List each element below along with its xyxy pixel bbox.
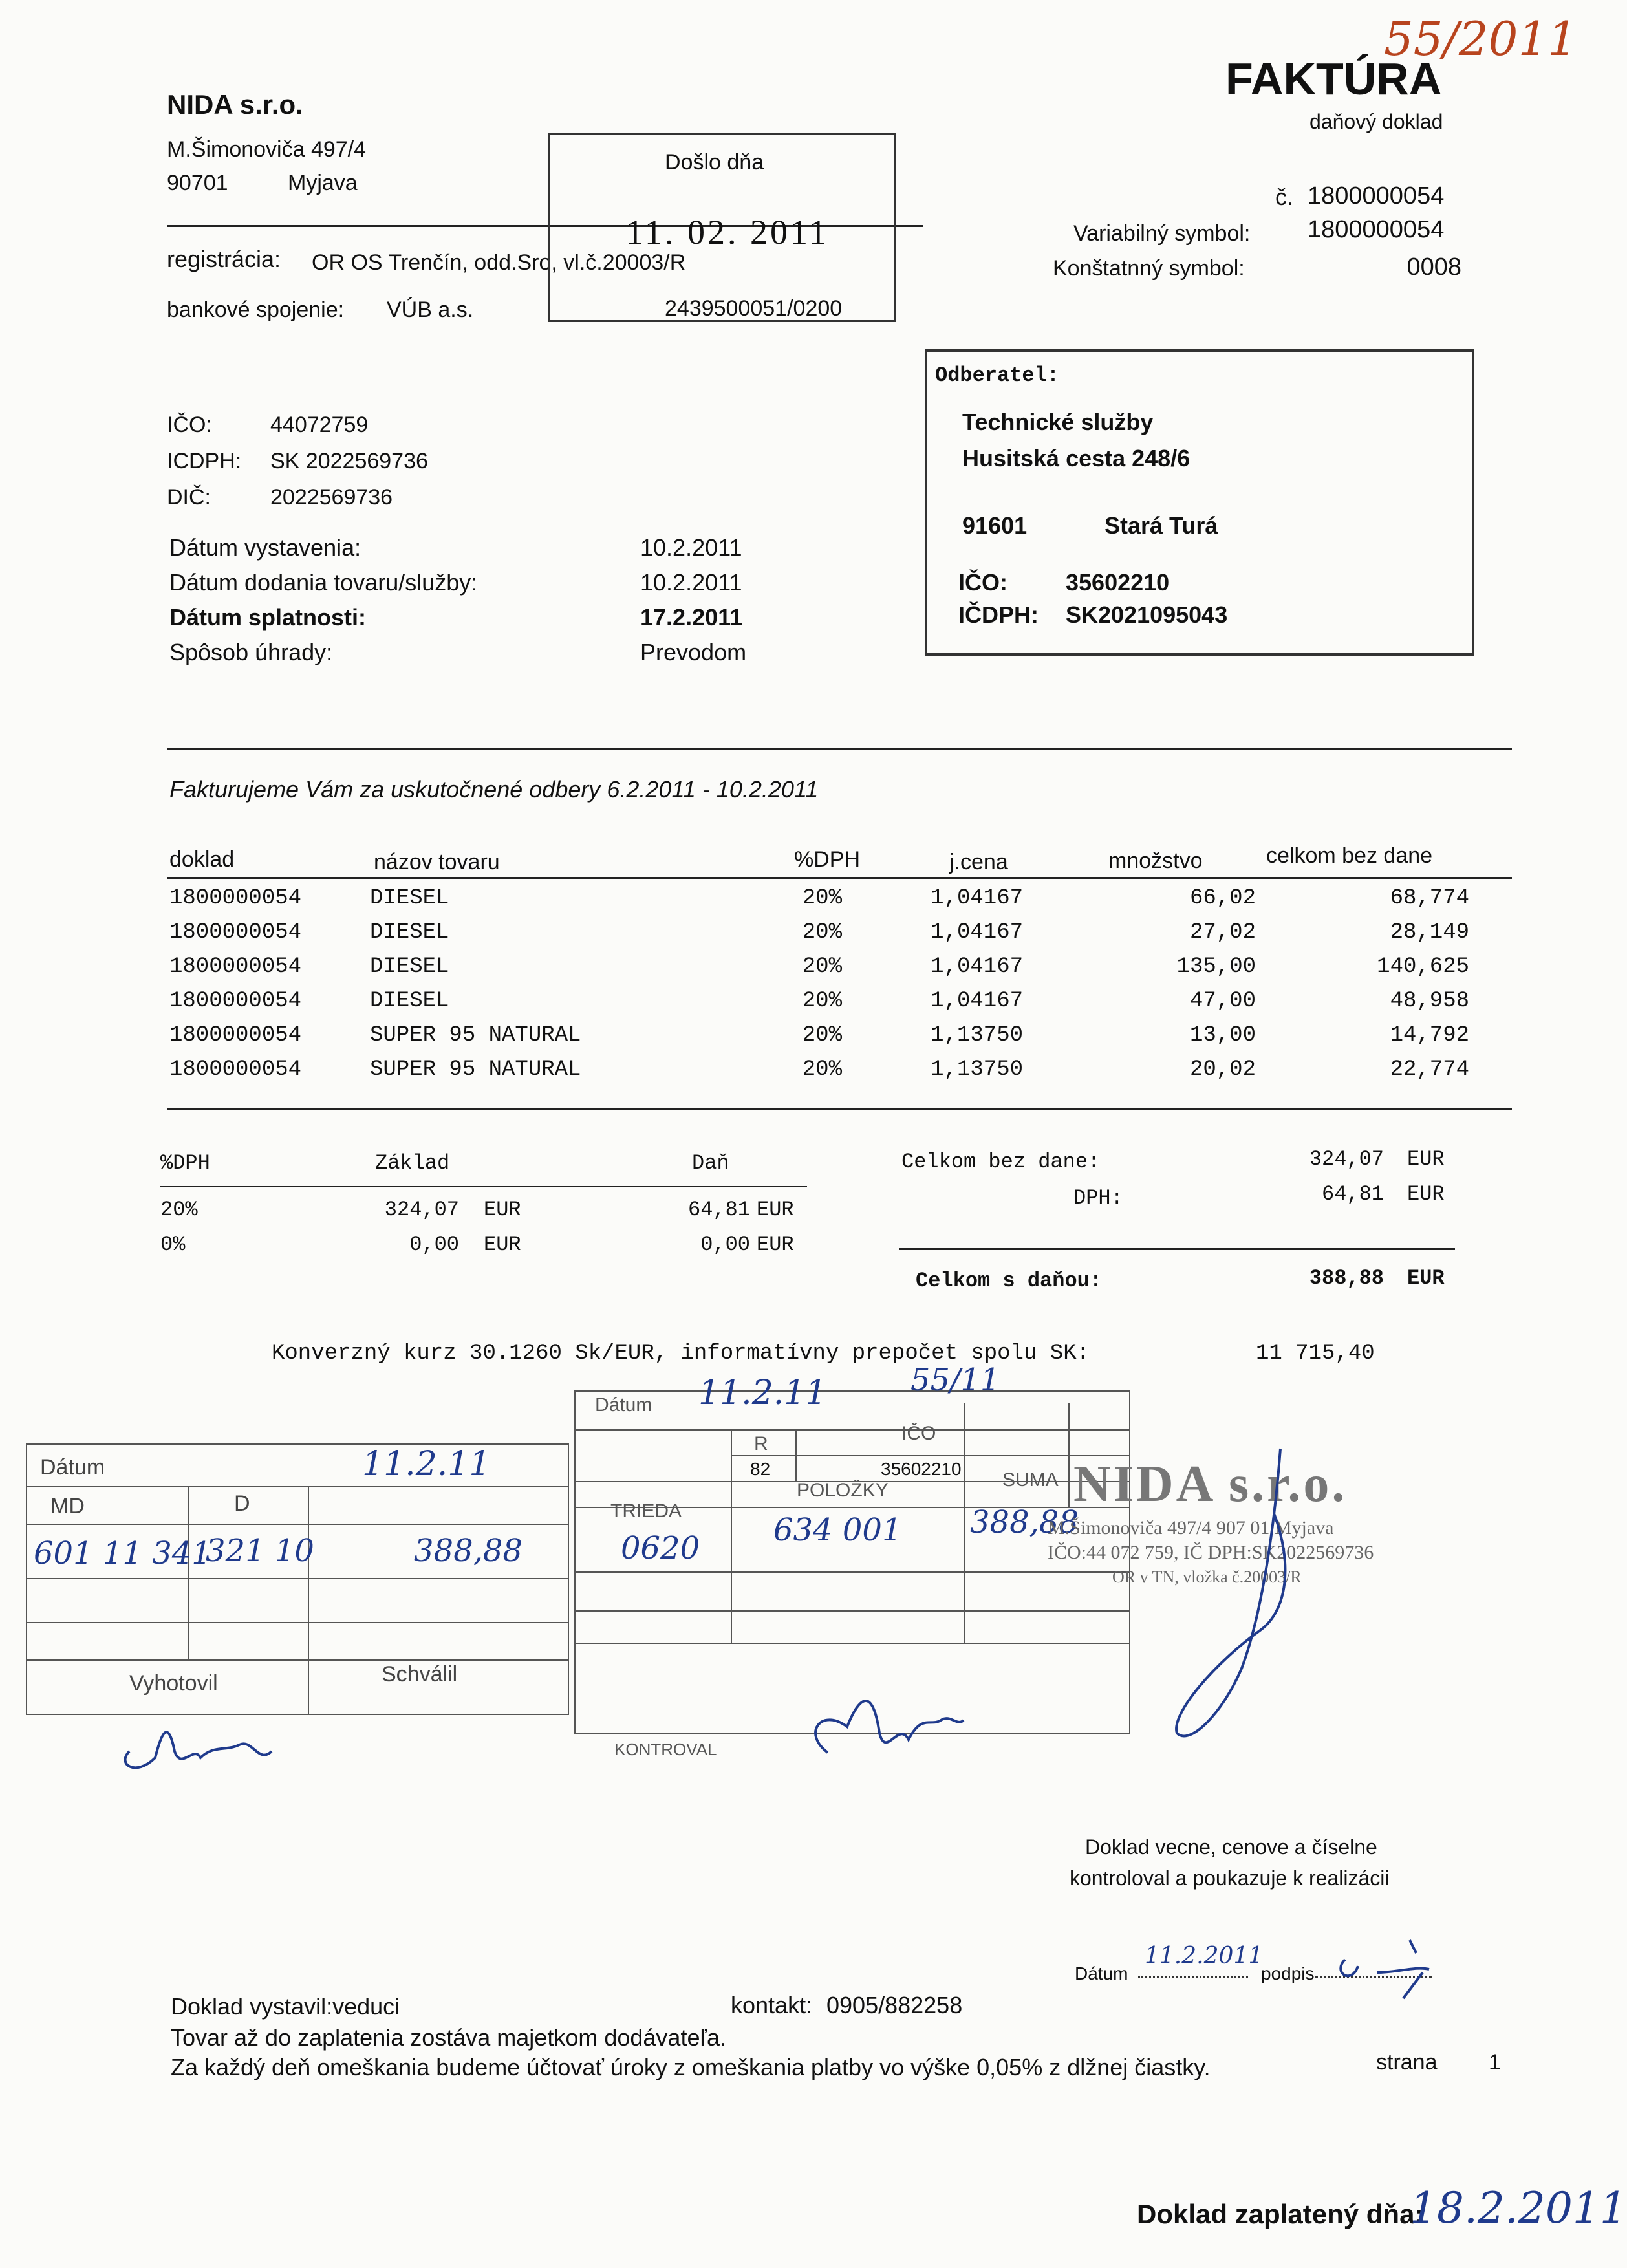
interest-note: Za každý deň omeškania budeme účtovať úroky z omeškania platby vo výške 0,05% z dlžnej čiastky. xyxy=(171,2054,1211,2080)
vat-cell: EUR xyxy=(757,1233,794,1257)
table-cell: 66,02 xyxy=(1189,886,1256,911)
issue-date: 10.2.2011 xyxy=(640,534,742,561)
table-cell: 1800000054 xyxy=(169,989,302,1013)
vat-cell: EUR xyxy=(484,1233,521,1257)
table-cell: 20% xyxy=(802,1023,842,1048)
total-net: 324,07 xyxy=(1309,1147,1384,1171)
payment-method-label: Spôsob úhrady: xyxy=(169,639,333,665)
issue-date-label: Dátum vystavenia: xyxy=(169,534,361,561)
vat-cell: EUR xyxy=(757,1198,794,1222)
supplier-zip: 90701 xyxy=(167,171,228,195)
table-cell: 1800000054 xyxy=(169,1023,302,1048)
items-bottom-rule xyxy=(167,1108,1512,1110)
verification-dotted-line xyxy=(1138,1976,1248,1978)
table-cell: 48,958 xyxy=(1390,989,1469,1013)
table-cell: 140,625 xyxy=(1377,955,1469,979)
customer-ico: 35602210 xyxy=(1066,569,1170,596)
budget-item-label: POLOŽKY xyxy=(797,1480,889,1501)
handwritten-invoice-number: 55/2011 xyxy=(1384,12,1578,66)
dic-label: DIČ: xyxy=(167,485,211,510)
table-cell: 1,04167 xyxy=(931,920,1023,945)
vat-cell: 0,00 xyxy=(409,1233,459,1257)
verification-line2: kontroloval a poukazuje k realizácii xyxy=(1070,1866,1390,1890)
prepared-signature xyxy=(110,1706,278,1784)
col-header-doc: doklad xyxy=(169,847,235,872)
budget-class-label: TRIEDA xyxy=(610,1500,682,1522)
company-stamp-line3: OR v TN, vložka č.20003/R xyxy=(1112,1568,1302,1586)
invoice-title: FAKTÚRA xyxy=(1225,54,1442,104)
table-cell: 20% xyxy=(802,920,842,945)
budget-ico-label: IČO xyxy=(901,1423,936,1444)
totals-rule xyxy=(899,1248,1455,1250)
table-cell: 20% xyxy=(802,989,842,1013)
vat-header-rule xyxy=(160,1186,807,1187)
table-cell: DIESEL xyxy=(370,886,449,911)
company-stamp-line2: IČO:44 072 759, IČ DPH:SK2022569736 xyxy=(1048,1542,1374,1563)
delivery-date: 10.2.2011 xyxy=(640,569,742,596)
dic-value: 2022569736 xyxy=(270,485,393,510)
supplier-street: M.Šimonoviča 497/4 xyxy=(167,137,367,162)
accounting-col-d: D xyxy=(234,1491,250,1516)
accounting-date-hand: 11.2.11 xyxy=(362,1445,491,1484)
delivery-date-label: Dátum dodania tovaru/služby: xyxy=(169,569,478,596)
ico-label: IČO: xyxy=(167,413,212,437)
table-cell: 1,04167 xyxy=(931,886,1023,911)
director-signature xyxy=(1164,1436,1306,1759)
table-cell: 47,00 xyxy=(1189,989,1256,1013)
total-gross-label: Celkom s daňou: xyxy=(916,1269,1103,1293)
table-cell: SUPER 95 NATURAL xyxy=(370,1057,581,1082)
paid-date-label: Doklad zaplatený dňa: xyxy=(1137,2199,1424,2229)
ico-value: 44072759 xyxy=(270,413,369,437)
budget-r-value: 82 xyxy=(750,1459,771,1479)
invoice-number-label: č. xyxy=(1275,184,1294,210)
conversion-value: 11 715,40 xyxy=(1256,1341,1375,1366)
constant-symbol-label: Konštatnný symbol: xyxy=(1053,256,1245,281)
customer-header: Odberatel: xyxy=(935,363,1060,387)
accounting-d-hand: 321 10 xyxy=(206,1533,314,1569)
customer-icdph: SK2021095043 xyxy=(1066,601,1228,628)
accounting-col-md: MD xyxy=(50,1494,85,1518)
col-header-unit-price: j.cena xyxy=(949,850,1008,874)
invoice-number: 1800000054 xyxy=(1308,182,1445,210)
verification-date-hand: 11.2.2011 xyxy=(1145,1943,1264,1969)
vat-cell: 0,00 xyxy=(700,1233,750,1257)
col-header-vat: %DPH xyxy=(794,847,861,872)
ownership-note: Tovar až do zaplatenia zostáva majetkom dodávateľa. xyxy=(171,2024,726,2051)
vat-cell: 20% xyxy=(160,1198,198,1222)
icdph-value: SK 2022569736 xyxy=(270,449,428,473)
customer-street: Husitská cesta 248/6 xyxy=(962,445,1191,471)
table-cell: 135,00 xyxy=(1176,955,1256,979)
table-cell: 27,02 xyxy=(1189,920,1256,945)
total-net-currency: EUR xyxy=(1407,1147,1445,1171)
bank-account: 2439500051/0200 xyxy=(665,296,843,321)
table-cell: DIESEL xyxy=(370,920,449,945)
table-cell: 1800000054 xyxy=(169,1057,302,1082)
company-stamp-line1: M.Šimonoviča 497/4 907 01 Myjava xyxy=(1048,1517,1334,1539)
table-cell: 1,04167 xyxy=(931,955,1023,979)
bank-label: bankové spojenie: xyxy=(167,297,345,322)
vat-header-rate: %DPH xyxy=(160,1151,210,1175)
controller-signature xyxy=(802,1681,970,1772)
items-top-rule xyxy=(167,748,1512,750)
items-header-rule xyxy=(167,877,1512,879)
variable-symbol-label: Variabilný symbol: xyxy=(1073,221,1251,246)
table-cell: 1800000054 xyxy=(169,886,302,911)
table-cell: 13,00 xyxy=(1189,1023,1256,1048)
budget-sum-hand: 388,88 xyxy=(970,1504,1079,1540)
icdph-label: ICDPH: xyxy=(167,449,242,473)
page-label: strana xyxy=(1376,2050,1438,2075)
table-cell: 1,13750 xyxy=(931,1057,1023,1082)
verification-date-label: Dátum xyxy=(1075,1963,1128,1983)
budget-date-hand: 11.2.11 xyxy=(698,1374,827,1412)
table-cell: 22,774 xyxy=(1390,1057,1469,1082)
customer-icdph-label: IČDPH: xyxy=(958,601,1039,628)
paid-date-hand: 18.2.2011 xyxy=(1410,2183,1627,2233)
budget-number-hand: 55/11 xyxy=(910,1362,1000,1398)
vat-cell: 64,81 xyxy=(687,1198,750,1222)
table-cell: 20,02 xyxy=(1189,1057,1256,1082)
total-vat-currency: EUR xyxy=(1407,1182,1445,1206)
verification-signature xyxy=(1326,1927,1455,2005)
accounting-approved-label: Schválil xyxy=(382,1662,458,1687)
received-stamp-label: Došlo dňa xyxy=(665,150,764,175)
table-cell: DIESEL xyxy=(370,989,449,1013)
vat-cell: 324,07 xyxy=(384,1198,459,1222)
col-header-total: celkom bez dane xyxy=(1266,843,1433,868)
issued-by: Doklad vystavil:veduci xyxy=(171,1993,400,2020)
total-gross: 388,88 xyxy=(1309,1266,1384,1290)
table-cell: 68,774 xyxy=(1390,886,1469,911)
budget-class-hand: 0620 xyxy=(621,1530,700,1566)
customer-city: Stará Turá xyxy=(1104,512,1218,539)
page-number: 1 xyxy=(1489,2050,1501,2075)
customer-ico-label: IČO: xyxy=(958,569,1007,596)
table-cell: 1800000054 xyxy=(169,920,302,945)
accounting-md-hand: 601 11 341 xyxy=(34,1535,211,1571)
invoice-subtitle: daňový doklad xyxy=(1309,110,1443,133)
table-row xyxy=(169,886,1469,920)
budget-item-hand: 634 001 xyxy=(773,1512,902,1548)
table-cell: 20% xyxy=(802,955,842,979)
table-row xyxy=(169,1023,1469,1057)
contact-label: kontakt: xyxy=(731,1992,813,2018)
supplier-name: NIDA s.r.o. xyxy=(167,89,303,120)
registration-label: registrácia: xyxy=(167,246,281,272)
table-row xyxy=(169,955,1469,988)
variable-symbol: 1800000054 xyxy=(1308,216,1445,243)
conversion-text: Konverzný kurz 30.1260 Sk/EUR, informatívny prepočet spolu SK: xyxy=(272,1341,1090,1366)
customer-name: Technické služby xyxy=(962,409,1154,435)
table-row xyxy=(169,1057,1469,1091)
table-cell: 20% xyxy=(802,1057,842,1082)
company-stamp-name: NIDA s.r.o. xyxy=(1073,1456,1348,1513)
billing-period: Fakturujeme Vám za uskutočnené odbery 6.2.2011 - 10.2.2011 xyxy=(169,776,819,803)
col-header-name: názov tovaru xyxy=(374,850,500,874)
budget-sum-label: SUMA xyxy=(1002,1469,1059,1491)
vat-header-base: Základ xyxy=(375,1151,450,1175)
payment-method: Prevodom xyxy=(640,639,747,665)
table-cell: SUPER 95 NATURAL xyxy=(370,1023,581,1048)
supplier-city: Myjava xyxy=(288,171,358,195)
table-cell: 1800000054 xyxy=(169,955,302,979)
total-vat-label: DPH: xyxy=(1073,1186,1123,1210)
bank-value: VÚB a.s. xyxy=(387,297,474,322)
table-cell: 1,04167 xyxy=(931,989,1023,1013)
total-vat: 64,81 xyxy=(1321,1182,1384,1206)
accounting-prepared-label: Vyhotovil xyxy=(129,1671,218,1696)
budget-r-label: R xyxy=(754,1433,768,1454)
table-row xyxy=(169,989,1469,1022)
vat-header-tax: Daň xyxy=(692,1151,729,1175)
table-cell: 28,149 xyxy=(1390,920,1469,945)
col-header-quantity: množstvo xyxy=(1108,848,1203,873)
budget-date-label: Dátum xyxy=(595,1394,652,1416)
due-date: 17.2.2011 xyxy=(640,604,743,631)
accounting-amount-hand: 388,88 xyxy=(414,1533,523,1569)
vat-cell: EUR xyxy=(484,1198,521,1222)
total-gross-currency: EUR xyxy=(1407,1266,1445,1290)
due-date-label: Dátum splatnosti: xyxy=(169,604,367,631)
budget-ico-value: 35602210 xyxy=(881,1459,962,1479)
table-cell: 14,792 xyxy=(1390,1023,1469,1048)
table-cell: 1,13750 xyxy=(931,1023,1023,1048)
verification-sign-label: podpis xyxy=(1261,1963,1315,1983)
table-cell: 20% xyxy=(802,886,842,911)
constant-symbol: 0008 xyxy=(1406,254,1461,281)
table-row xyxy=(169,920,1469,954)
total-net-label: Celkom bez dane: xyxy=(901,1150,1101,1174)
contact-value: 0905/882258 xyxy=(826,1992,963,2018)
customer-zip: 91601 xyxy=(962,512,1028,539)
table-cell: DIESEL xyxy=(370,955,449,979)
registration-value: OR OS Trenčín, odd.Sro, vl.č.20003/R xyxy=(312,250,686,275)
budget-control-label: KONTROVAL xyxy=(614,1740,717,1759)
received-stamp-date: 11. 02. 2011 xyxy=(626,213,829,252)
verification-line1: Doklad vecne, cenove a číselne xyxy=(1085,1835,1377,1859)
vat-cell: 0% xyxy=(160,1233,186,1257)
accounting-date-label: Dátum xyxy=(40,1455,105,1480)
